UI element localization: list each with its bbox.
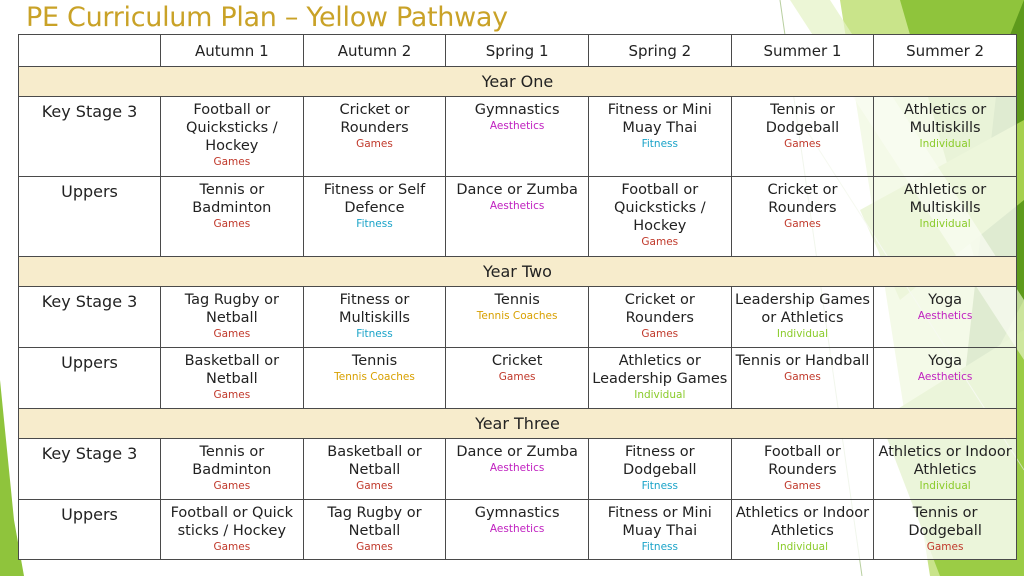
activity-cell [303,177,446,257]
activity-name: Cricket or Rounders [767,182,838,216]
corner-cell [19,35,161,67]
activity-category: Games [784,138,821,150]
activity-cell [731,439,874,500]
activity-name: Cricket [491,353,543,369]
activity-category: Games [784,218,821,230]
activity-category: Games [784,371,821,383]
activity-cell [161,177,304,257]
activity-cell [588,439,731,500]
activity-category: Games [213,389,251,401]
activity-cell [446,287,589,348]
activity-name: Athletics or Multiskills [904,182,987,216]
activity-name: Tennis [494,292,540,308]
activity-name: Fitness or Multiskills [338,292,410,326]
activity-cell [731,500,874,560]
activity-cell [303,287,446,348]
activity-name: Gymnastics [474,102,560,118]
activity-name: Basketball or Netball [184,353,280,387]
table-row [19,348,1017,409]
activity-category: Games [356,480,393,492]
activity-cell [731,97,874,177]
activity-cell [161,97,304,177]
year-label: Year Three [19,409,1017,439]
page-title: PE Curriculum Plan – Yellow Pathway [26,2,508,33]
activity-cell [731,287,874,348]
activity-cell [446,500,589,560]
stage-label: Key Stage 3 [19,97,161,177]
activity-cell [446,177,589,257]
activity-category: Fitness [641,480,678,492]
activity-name: Fitness or Mini Muay Thai [607,505,712,539]
curriculum-table-body [19,35,1017,560]
activity-category: Aesthetics [489,200,545,212]
activity-category: Games [213,156,251,168]
activity-category: Individual [634,389,686,401]
year-label: Year Two [19,257,1017,287]
stage-label: Key Stage 3 [19,287,161,348]
activity-category: Games [926,541,964,553]
activity-cell [161,500,304,560]
activity-name: Yoga [928,353,963,369]
activity-name: Fitness or Self Defence [323,182,426,216]
activity-category: Fitness [356,218,393,230]
stage-label: Uppers [19,177,161,257]
activity-name: Tag Rugby or Netball [327,505,422,539]
curriculum-table [18,34,1017,560]
activity-category: Aesthetics [489,523,545,535]
activity-cell [446,348,589,409]
activity-category: Fitness [641,541,678,553]
activity-category: Individual [919,480,971,492]
table-row [19,287,1017,348]
activity-name: Tennis or Dodgeball [908,505,982,539]
year-band-row [19,409,1017,439]
term-header: Summer 2 [874,35,1017,67]
activity-cell [588,500,731,560]
activity-cell [588,177,731,257]
activity-cell [588,287,731,348]
activity-name: Dance or Zumba [456,182,578,198]
activity-name: Football or Quick sticks / Hockey [170,505,294,539]
activity-cell [446,97,589,177]
activity-cell [874,97,1017,177]
activity-category: Games [356,541,393,553]
activity-name: Tag Rugby or Netball [184,292,279,326]
activity-category: Individual [776,541,829,553]
activity-category: Individual [919,138,971,150]
activity-cell [874,287,1017,348]
activity-name: Leadership Games or Athletics [734,292,870,326]
activity-name: Football or Quicksticks / Hockey [613,182,706,234]
table-row [19,439,1017,500]
table-row [19,97,1017,177]
activity-cell [874,348,1017,409]
activity-name: Athletics or Indoor Athletics [878,444,1012,478]
activity-category: Individual [776,328,829,340]
activity-cell [303,439,446,500]
stage-label: Key Stage 3 [19,439,161,500]
activity-category: Individual [919,218,971,230]
activity-name: Gymnastics [474,505,560,521]
activity-category: Aesthetics [489,120,545,132]
activity-category: Games [356,138,393,150]
term-header: Spring 2 [588,35,731,67]
activity-cell [731,348,874,409]
stage-label: Uppers [19,500,161,560]
activity-name: Fitness or Mini Muay Thai [607,102,712,136]
activity-name: Tennis or Badminton [192,182,272,216]
activity-cell [731,177,874,257]
activity-name: Athletics or Indoor Athletics [735,505,870,539]
activity-category: Aesthetics [489,462,545,474]
activity-name: Football or Rounders [764,444,841,478]
term-header-row [19,35,1017,67]
activity-name: Dance or Zumba [456,444,578,460]
activity-category: Games [784,480,821,492]
activity-category: Fitness [641,138,678,150]
activity-name: Tennis or Badminton [192,444,272,478]
activity-category: Games [641,328,679,340]
activity-category: Tennis Coaches [334,371,415,383]
activity-cell [303,500,446,560]
activity-category: Aesthetics [917,371,973,383]
activity-name: Athletics or Multiskills [904,102,987,136]
table-row [19,177,1017,257]
activity-cell [874,177,1017,257]
activity-cell [303,348,446,409]
year-band-row [19,67,1017,97]
year-label: Year One [19,67,1017,97]
term-header: Spring 1 [446,35,589,67]
activity-cell [161,287,304,348]
activity-cell [161,348,304,409]
activity-cell [874,500,1017,560]
activity-category: Games [498,371,536,383]
activity-category: Games [213,480,251,492]
year-band-row [19,257,1017,287]
activity-cell [588,97,731,177]
activity-name: Tennis or Dodgeball [765,102,840,136]
activity-name: Tennis or Handball [735,353,870,369]
term-header: Autumn 2 [303,35,446,67]
activity-category: Aesthetics [917,310,973,322]
term-header: Autumn 1 [161,35,304,67]
table-row [19,500,1017,560]
activity-category: Games [641,236,679,248]
activity-cell [588,348,731,409]
activity-category: Tennis Coaches [476,310,558,322]
activity-cell [303,97,446,177]
activity-category: Games [213,218,251,230]
term-header: Summer 1 [731,35,874,67]
activity-name: Fitness or Dodgeball [623,444,697,478]
activity-category: Fitness [356,328,393,340]
activity-cell [874,439,1017,500]
activity-name: Tennis [351,353,398,369]
stage-label: Uppers [19,348,161,409]
activity-name: Yoga [928,292,963,308]
activity-category: Games [213,328,251,340]
activity-name: Athletics or Leadership Games [592,353,728,387]
activity-name: Cricket or Rounders [339,102,410,136]
activity-name: Cricket or Rounders [624,292,695,326]
activity-category: Games [213,541,251,553]
activity-name: Basketball or Netball [327,444,422,478]
activity-name: Football or Quicksticks / Hockey [185,102,278,154]
activity-cell [161,439,304,500]
activity-cell [446,439,589,500]
